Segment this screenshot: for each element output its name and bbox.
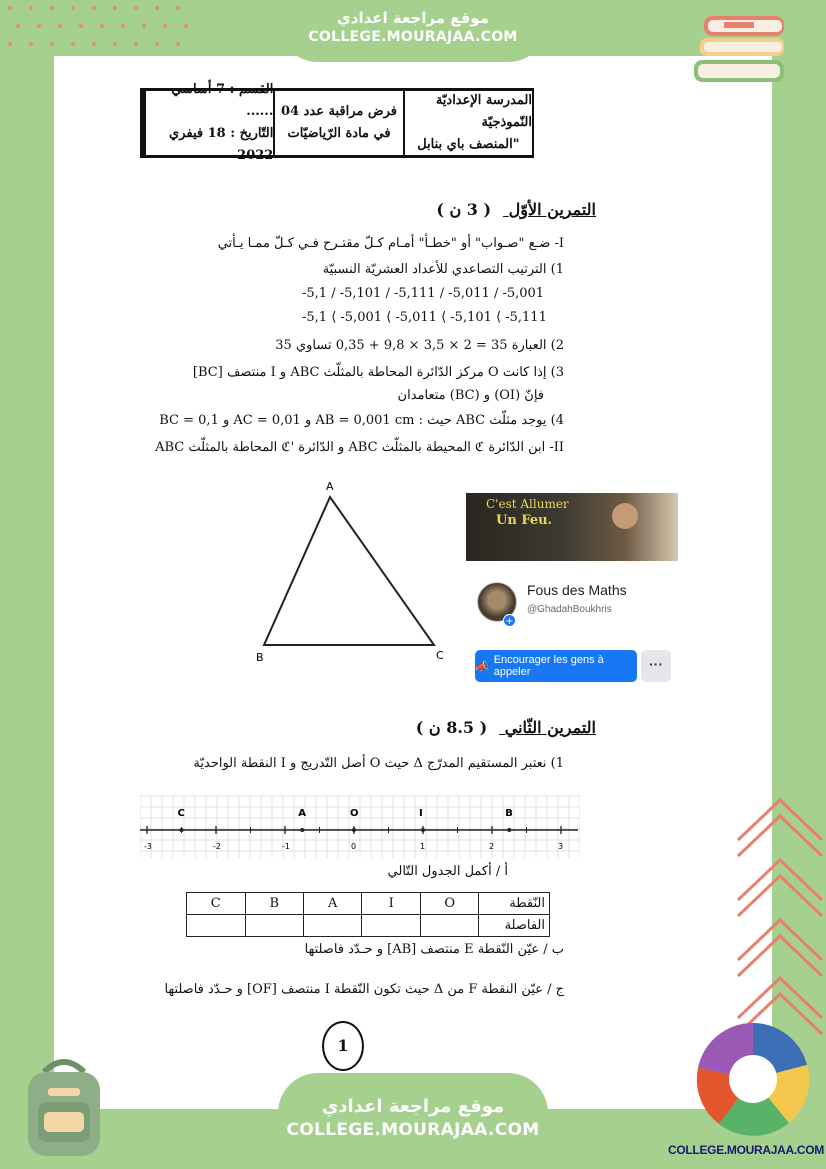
decor-dot xyxy=(37,24,41,28)
exam-header-table xyxy=(140,82,534,163)
plus-icon: + xyxy=(503,614,516,627)
axis-point-label: O xyxy=(350,808,359,819)
table-row-abscissa-label: الفاصلة xyxy=(479,915,550,937)
exam-title: فرض مراقبة عدد 04 xyxy=(281,104,398,119)
cover-text-1: C'est Allumer xyxy=(486,497,569,511)
decor-dot xyxy=(92,6,96,10)
page-number: 1 xyxy=(322,1021,364,1071)
encourage-call-button[interactable] xyxy=(475,650,637,682)
decor-dot xyxy=(8,42,12,46)
decor-dot xyxy=(29,42,33,46)
facebook-cover-image[interactable] xyxy=(466,493,678,561)
exercise2-title-text: التمرين الثّاني xyxy=(504,718,596,737)
ex2-qc: ج / عيّن النقطة F من Δ حيث تكون النّقطة I منتصف [OF] و حـدّد فاصلتها xyxy=(164,982,564,997)
exercise2-title xyxy=(416,718,596,737)
site-logo-caption: COLLEGE.MOURAJAA.COM xyxy=(668,1143,825,1157)
exercise2-points: ( 8.5 ن ) xyxy=(415,718,488,737)
axis-tick-label: 0 xyxy=(351,842,357,851)
hand-graphic xyxy=(612,503,638,529)
decor-dot xyxy=(176,42,180,46)
ex2-qb: ب / عيّن النّقطة E منتصف [AB] و حـدّد فاصلتها xyxy=(304,942,564,957)
axis-point-label: C xyxy=(177,808,185,819)
axis-tick-label: 1 xyxy=(420,842,426,851)
decor-dot xyxy=(100,24,104,28)
decor-dot xyxy=(155,6,159,10)
decor-dot xyxy=(113,42,117,46)
site-logo-icon[interactable] xyxy=(694,1020,812,1138)
axis-point-marker xyxy=(352,828,356,832)
backpack-icon xyxy=(14,1052,114,1162)
exam-date: التّاريخ : 18 فيفري 2022 xyxy=(169,126,274,163)
site-banner-bottom[interactable] xyxy=(278,1073,548,1169)
ex1-part2: II- ابن الدّائرة ℭ المحيطة بالمثلّث ABC و الدّائرة 'ℭ المحاطة بالمثلّث ABC xyxy=(155,440,564,455)
table-cell-empty xyxy=(304,915,362,937)
facebook-page-handle: @GhadahBoukhris xyxy=(527,604,612,615)
decor-dot xyxy=(155,42,159,46)
decor-dot xyxy=(92,42,96,46)
table-header-b: B xyxy=(245,893,303,915)
table-header-i: I xyxy=(362,893,420,915)
decor-dot xyxy=(134,6,138,10)
school-name: المدرسة الإعداديّة النّموذجيّة xyxy=(435,93,532,130)
table-row xyxy=(187,915,550,937)
axis-point-marker xyxy=(421,828,425,832)
axis-point-label: B xyxy=(505,808,513,819)
table-cell-empty xyxy=(187,915,246,937)
decorative-dots xyxy=(8,6,198,56)
green-frame-left xyxy=(0,0,54,1169)
axis-tick-label: -1 xyxy=(282,842,290,851)
ex1-q1: 1) الترتيب التصاعدي للأعداد العشريّة النسبيّة xyxy=(322,262,564,277)
decor-dot xyxy=(163,24,167,28)
axis-point-marker xyxy=(507,828,511,832)
triangle-abc-figure xyxy=(250,475,460,670)
exam-subject: في مادة الرّياضيّات xyxy=(287,126,391,141)
decor-dot xyxy=(121,24,125,28)
school-cell xyxy=(403,91,532,155)
exam-cell xyxy=(273,91,402,155)
decor-dot xyxy=(8,6,12,10)
decor-dot xyxy=(113,6,117,10)
class-cell xyxy=(146,82,274,163)
facebook-page-name[interactable]: Fous des Maths xyxy=(527,582,627,598)
decor-dot xyxy=(79,24,83,28)
decor-dot xyxy=(50,6,54,10)
decor-dot xyxy=(71,6,75,10)
table-cell-empty xyxy=(420,915,478,937)
encourage-call-label: Encourager les gens à appeler xyxy=(493,654,604,678)
more-options-button[interactable]: ··· xyxy=(641,650,671,682)
table-header-c: C xyxy=(187,893,246,915)
table-row xyxy=(187,893,550,915)
exercise1-title xyxy=(436,200,596,219)
exercise1-points: ( 3 ن ) xyxy=(436,200,492,219)
ex1-q3: 3) إذا كانت O مركز الدّائرة المحاطة بالمثلّث ABC و I منتصف [BC] xyxy=(192,365,564,380)
axis-tick-label: -2 xyxy=(213,842,221,851)
cover-text-2: Un Feu. xyxy=(496,513,553,528)
decor-dot xyxy=(50,42,54,46)
megaphone-icon: 📣 xyxy=(475,660,489,673)
ex2-q1: 1) نعتبر المستقيم المدرّج Δ حيث O أصل التّدريج و I النقطة الواحديّة xyxy=(193,756,564,771)
site-domain: COLLEGE.MOURAJAA.COM xyxy=(308,29,518,45)
decor-dot xyxy=(71,42,75,46)
decor-dot xyxy=(142,24,146,28)
axis-tick-label: -3 xyxy=(144,842,152,851)
chevron-up-icons xyxy=(730,790,826,1040)
ex1-q1-line2: -5,1 ⟨ -5,001 ⟨ -5,011 ⟨ -5,101 ⟨ -5,111 xyxy=(302,310,547,325)
ex2-qa: أ / أكمل الجدول التّالي xyxy=(387,864,508,879)
points-table xyxy=(186,892,550,937)
table-cell-empty xyxy=(362,915,420,937)
site-name-ar-bottom: موقع مراجعة اعدادي xyxy=(321,1096,505,1117)
table-header-point: النّقطة xyxy=(479,893,550,915)
axis-point-marker xyxy=(180,828,184,832)
graduated-number-line xyxy=(140,792,580,862)
triangle-label-c: C xyxy=(436,649,444,662)
books-icon xyxy=(694,8,794,90)
decor-dot xyxy=(16,24,20,28)
class-level: القسم : 7 أساسي ...... xyxy=(171,82,274,119)
axis-point-marker xyxy=(300,828,304,832)
axis-point-label: A xyxy=(298,808,306,819)
table-cell-empty xyxy=(245,915,303,937)
ex1-q1-line1: -5,1 / -5,101 / -5,111 / -5,011 / -5,001 xyxy=(302,286,545,301)
triangle-label-b: B xyxy=(256,651,264,664)
site-name-ar: موقع مراجعة اعدادي xyxy=(337,9,489,27)
axis-tick-label: 2 xyxy=(489,842,495,851)
axis-point-label: I xyxy=(419,808,423,819)
axis-tick-label: 3 xyxy=(558,842,564,851)
decor-dot xyxy=(184,24,188,28)
decor-dot xyxy=(134,42,138,46)
triangle-label-a: A xyxy=(326,480,334,493)
school-location: "المنصف باي بنابل xyxy=(417,137,520,152)
table-header-o: O xyxy=(420,893,478,915)
ex1-q3b: فإنّ (OI) و (BC) متعامدان xyxy=(397,388,544,403)
table-header-a: A xyxy=(304,893,362,915)
decor-dot xyxy=(29,6,33,10)
site-banner-top[interactable] xyxy=(278,0,548,62)
ex1-q4: 4) يوجد مثلّث ABC حيث : AB = 0,001 cm و AC = 0,01 و BC = 0,1 xyxy=(159,413,564,428)
ex1-part1-intro: I- ضـع "صـواب" أو "خطـأ" أمـام كـلّ مقتـرح فـي كـلّ ممـا يـأتي xyxy=(217,236,564,251)
ex1-q2: 2) العبارة 35 = 2 × 3,5 × 9,8 + 0,35 تساوي 35 xyxy=(275,338,564,353)
decor-dot xyxy=(58,24,62,28)
exercise1-title-text: التمرين الأوّل xyxy=(508,200,596,219)
decor-dot xyxy=(176,6,180,10)
site-domain-bottom: COLLEGE.MOURAJAA.COM xyxy=(286,1120,540,1140)
